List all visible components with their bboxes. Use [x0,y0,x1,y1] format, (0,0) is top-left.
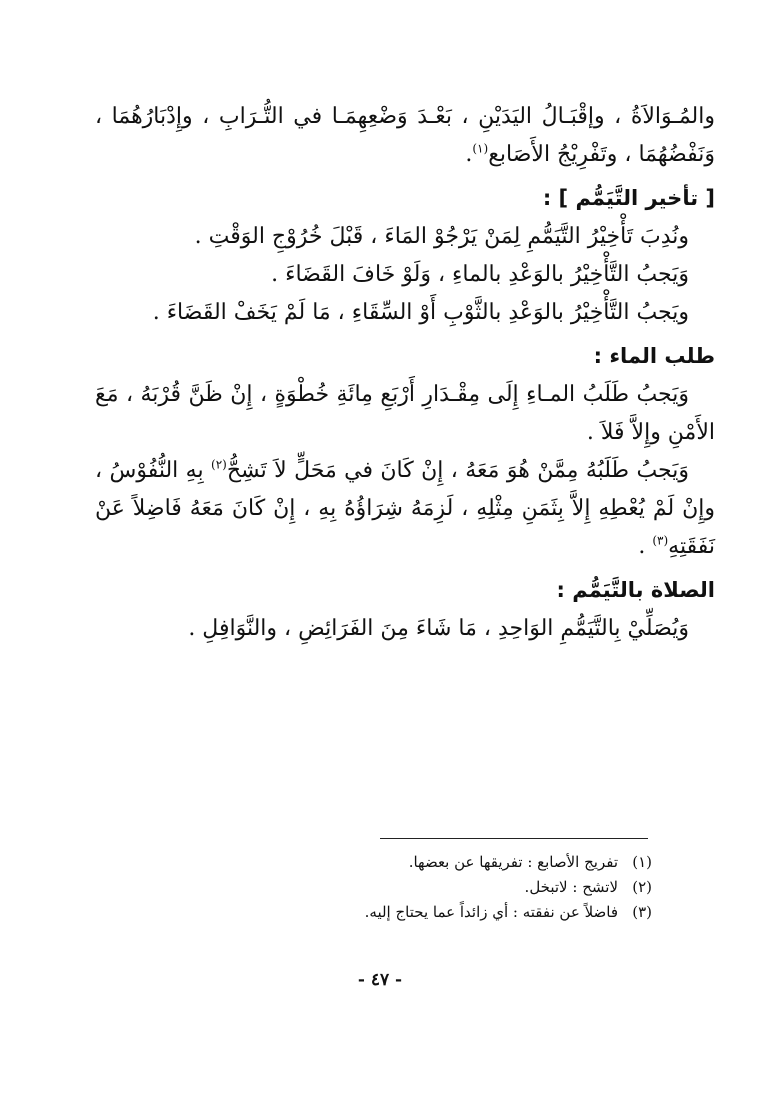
heading-prayer-with-tayammum: الصلاة بالتَّيَمُّم : [556,578,715,602]
footnote-item [200,875,652,900]
paragraph-6-text-b: بِهِ النُّفُوْسُ ، وإِنْ لَمْ يُعْطِهِ إِلاَّ بِثَمَنِ مِثْلِهِ ، لَزِمَهُ شِرَاؤُهُ بِهِ ، إِنْ كَانَ مَعَهُ فَاضِلاً عَنْ نَفَقَتِهِ [95,458,715,559]
paragraph-4: ويَجبُ التَّأْخِيْرُ بالوَعْدِ بالثَّوْبِ أَوْ السِّقَاءِ ، مَا لَمْ يَخَفْ القَضَاءَ . [152,300,689,325]
footnote-number: (٢) [632,878,652,896]
paragraph-5: وَيَجبُ طَلَبُ المـاءِ إِلَى مِقْـدَارِ أَرْبَعِ مِائَةِ خُطْوَةٍ ، إِنْ ظَنَّ قُرْبَهُ ، مَعَ الأَمْنِ وإِلاَّ فَلاَ . [95,382,715,445]
paragraph-6-text-a: وَيَجبُ طَلَبُهُ مِمَّنْ هُوَ مَعَهُ ، إِنْ كَانَ في مَحَلٍّ لاَ تَشِحُّ [226,458,689,483]
heading-delay-tayammum: [ تأخير التَّيَمُّم ] : [542,186,715,210]
footnote-number: (٣) [632,903,652,921]
footnote-text: فاضلاً عن نفقته : أي زائداً عما يحتاج إليه. [364,903,618,921]
paragraph-6-end: . [638,534,646,559]
paragraph-1-text: والمُـوَالاَةُ ، وإقْبَـالُ اليَدَيْنِ ، بَعْـدَ وَضْعِهِمَـا في التُّـرَابِ ، وإِدْبَارُهُمَا ، وَنَفْضُهُمَا ، وتَفْرِيْجُ الأَصَابع [95,104,715,167]
heading-seeking-water: طلب الماء : [593,344,715,368]
footnote-number: (١) [632,853,652,871]
paragraph-3: وَيَجبُ التَّأْخِيْرُ بالوَعْدِ بالماءِ ، وَلَوْ خَافَ القَضَاءَ . [271,262,689,287]
footnote-text: تفريج الأصابع : تفريقها عن بعضها. [408,853,618,871]
footnote-ref-3: (٣) [652,533,669,548]
paragraph-7: وَيُصَلِّيْ بِالتَّيَمُّمِ الوَاحِدِ ، مَا شَاءَ مِنَ الفَرَائِضِ ، والنَّوَافِلِ . [188,616,689,641]
page-number: - ٤٧ - [357,970,403,990]
footnote-ref-2: (٢) [211,457,227,472]
footnotes [200,850,652,925]
footnote-text: لاتشح : لاتبخل. [524,878,618,896]
paragraph-1 [95,98,715,174]
footnote-item [200,900,652,925]
footnote-divider [380,838,648,839]
paragraph-6 [95,452,715,566]
paragraph-2: ونُدِبَ تَأْخِيْرُ التَّيَمُّمِ لِمَنْ يَرْجُوْ المَاءَ ، قَبْلَ خُرُوْجِ الوَقْتِ . [194,224,689,249]
paragraph-1-end: . [465,142,473,167]
page-body [95,98,715,648]
footnote-item [200,850,652,875]
footnote-ref-1: (١) [472,141,489,156]
